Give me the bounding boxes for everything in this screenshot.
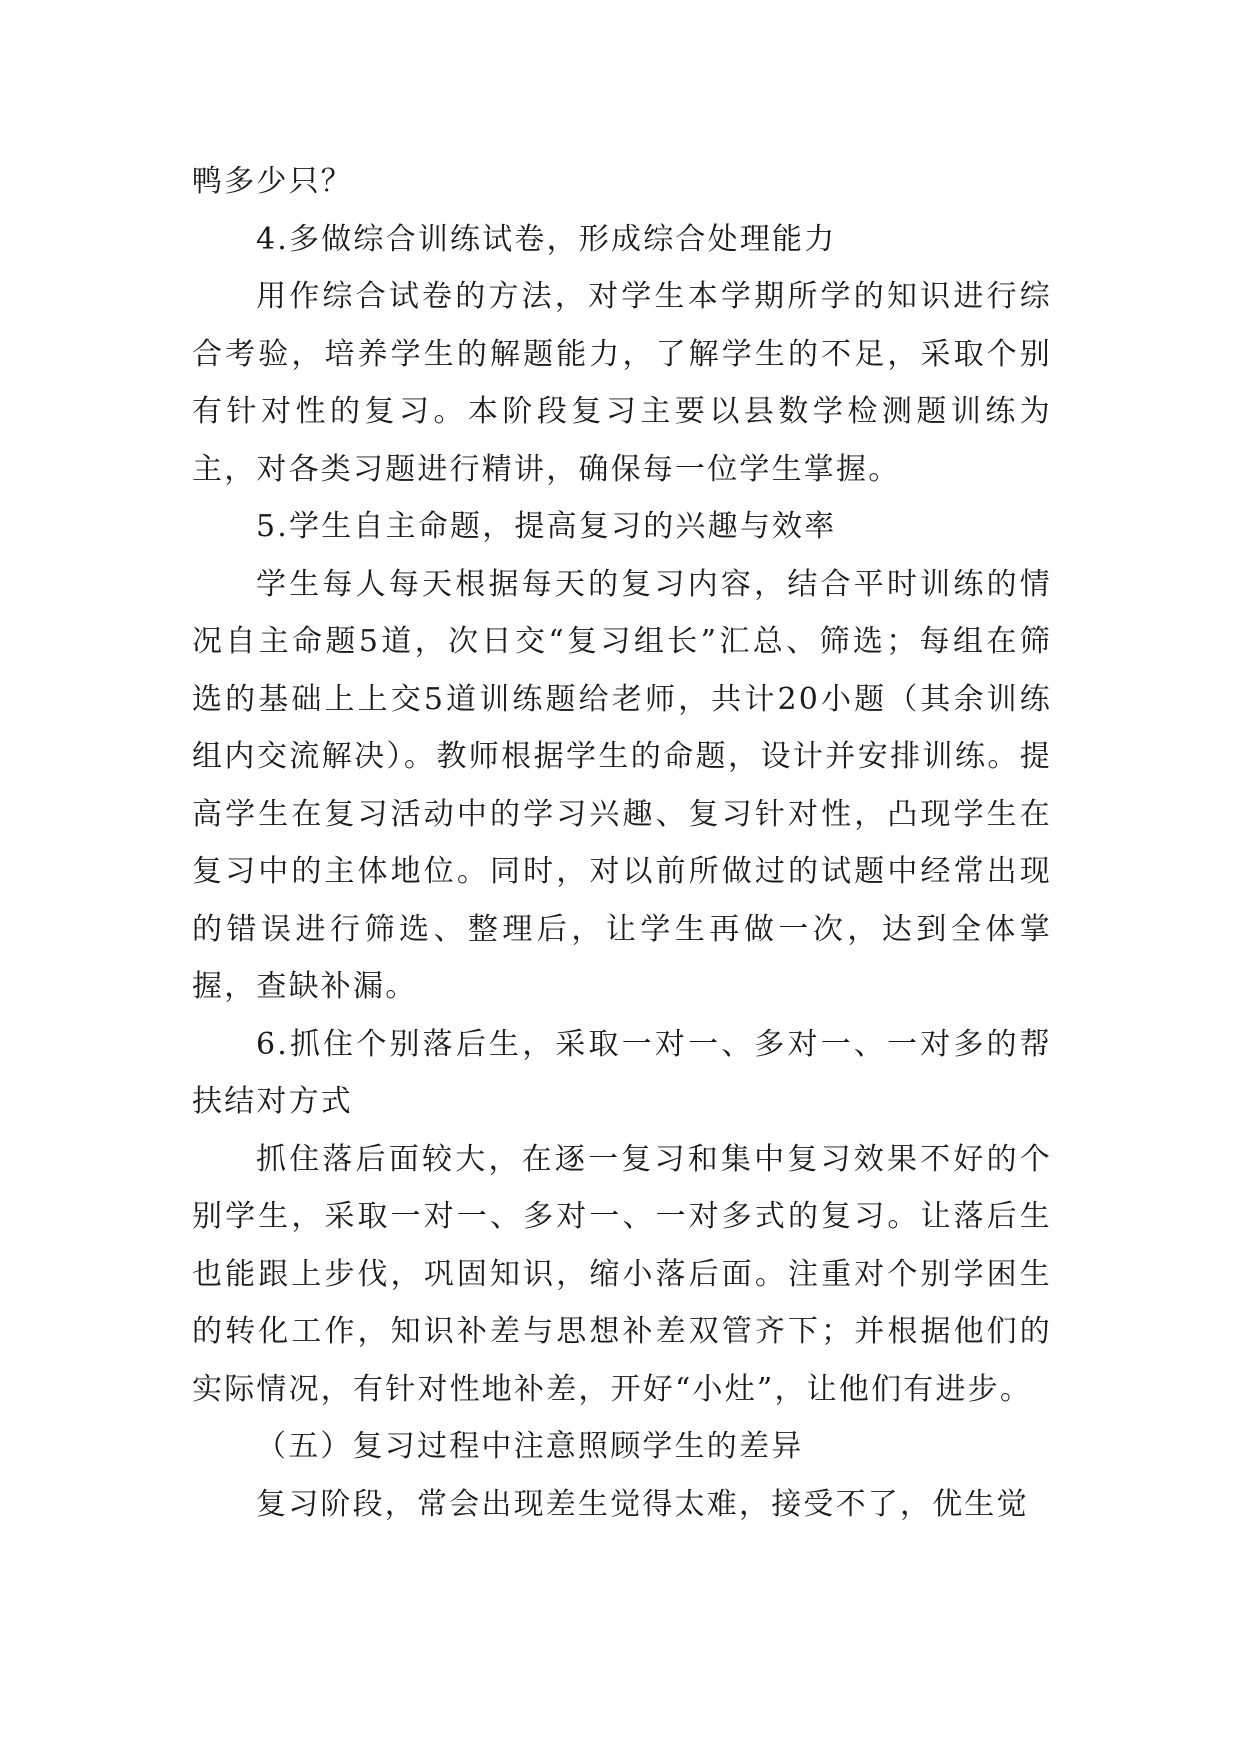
paragraph-5: 学生每人每天根据每天的复习内容，结合平时训练的情况自主命题5道，次日交“复习组长”汇总、筛选；每组在筛选的基础上上交5道训练题给老师，共计20小题（其余训练组内交流解决）。教师根据学生的命题，设计并安排训练。提高学生在复习活动中的学习兴趣、复习针对性，凸现学生在复习中的主体地位。同时，对以前所做过的试题中经常出现的错误进行筛选、整理后，让学生再做一次，达到全体掌握，查缺补漏。 bbox=[192, 566, 1052, 1004]
section-heading-5: （五）复习过程中注意照顾学生的差异 bbox=[256, 1429, 804, 1464]
paragraph-3: 用作综合试卷的方法，对学生本学期所学的知识进行综合考验，培养学生的解题能力，了解学生的不足，采取个别有针对性的复习。本阶段复习主要以县数学检测题训练为主，对各类习题进行精讲，确保每一位学生掌握。 bbox=[192, 279, 1052, 487]
heading-6: 6.抓住个别落后生，采取一对一、多对一、一对多的帮扶结对方式 bbox=[192, 1026, 1052, 1119]
paragraph-9: 复习阶段，常会出现差生觉得太难，接受不了，优生觉 bbox=[256, 1486, 1029, 1522]
heading-5: 5.学生自主命题，提高复习的兴趣与效率 bbox=[256, 509, 837, 544]
document-body bbox=[192, 153, 1052, 1533]
heading-4: 4.多做综合训练试卷，形成综合处理能力 bbox=[256, 221, 837, 257]
paragraph-7: 抓住落后面较大，在逐一复习和集中复习效果不好的个别学生，采取一对一、多对一、一对多式的复习。让落后生也能跟上步伐，巩固知识，缩小落后面。注重对个别学困生的转化工作，知识补差与思想补差双管齐下；并根据他们的实际情况，有针对性地补差，开好“小灶”，让他们有进步。 bbox=[192, 1141, 1052, 1407]
paragraph-1: 鸭多少只？ bbox=[192, 164, 353, 199]
